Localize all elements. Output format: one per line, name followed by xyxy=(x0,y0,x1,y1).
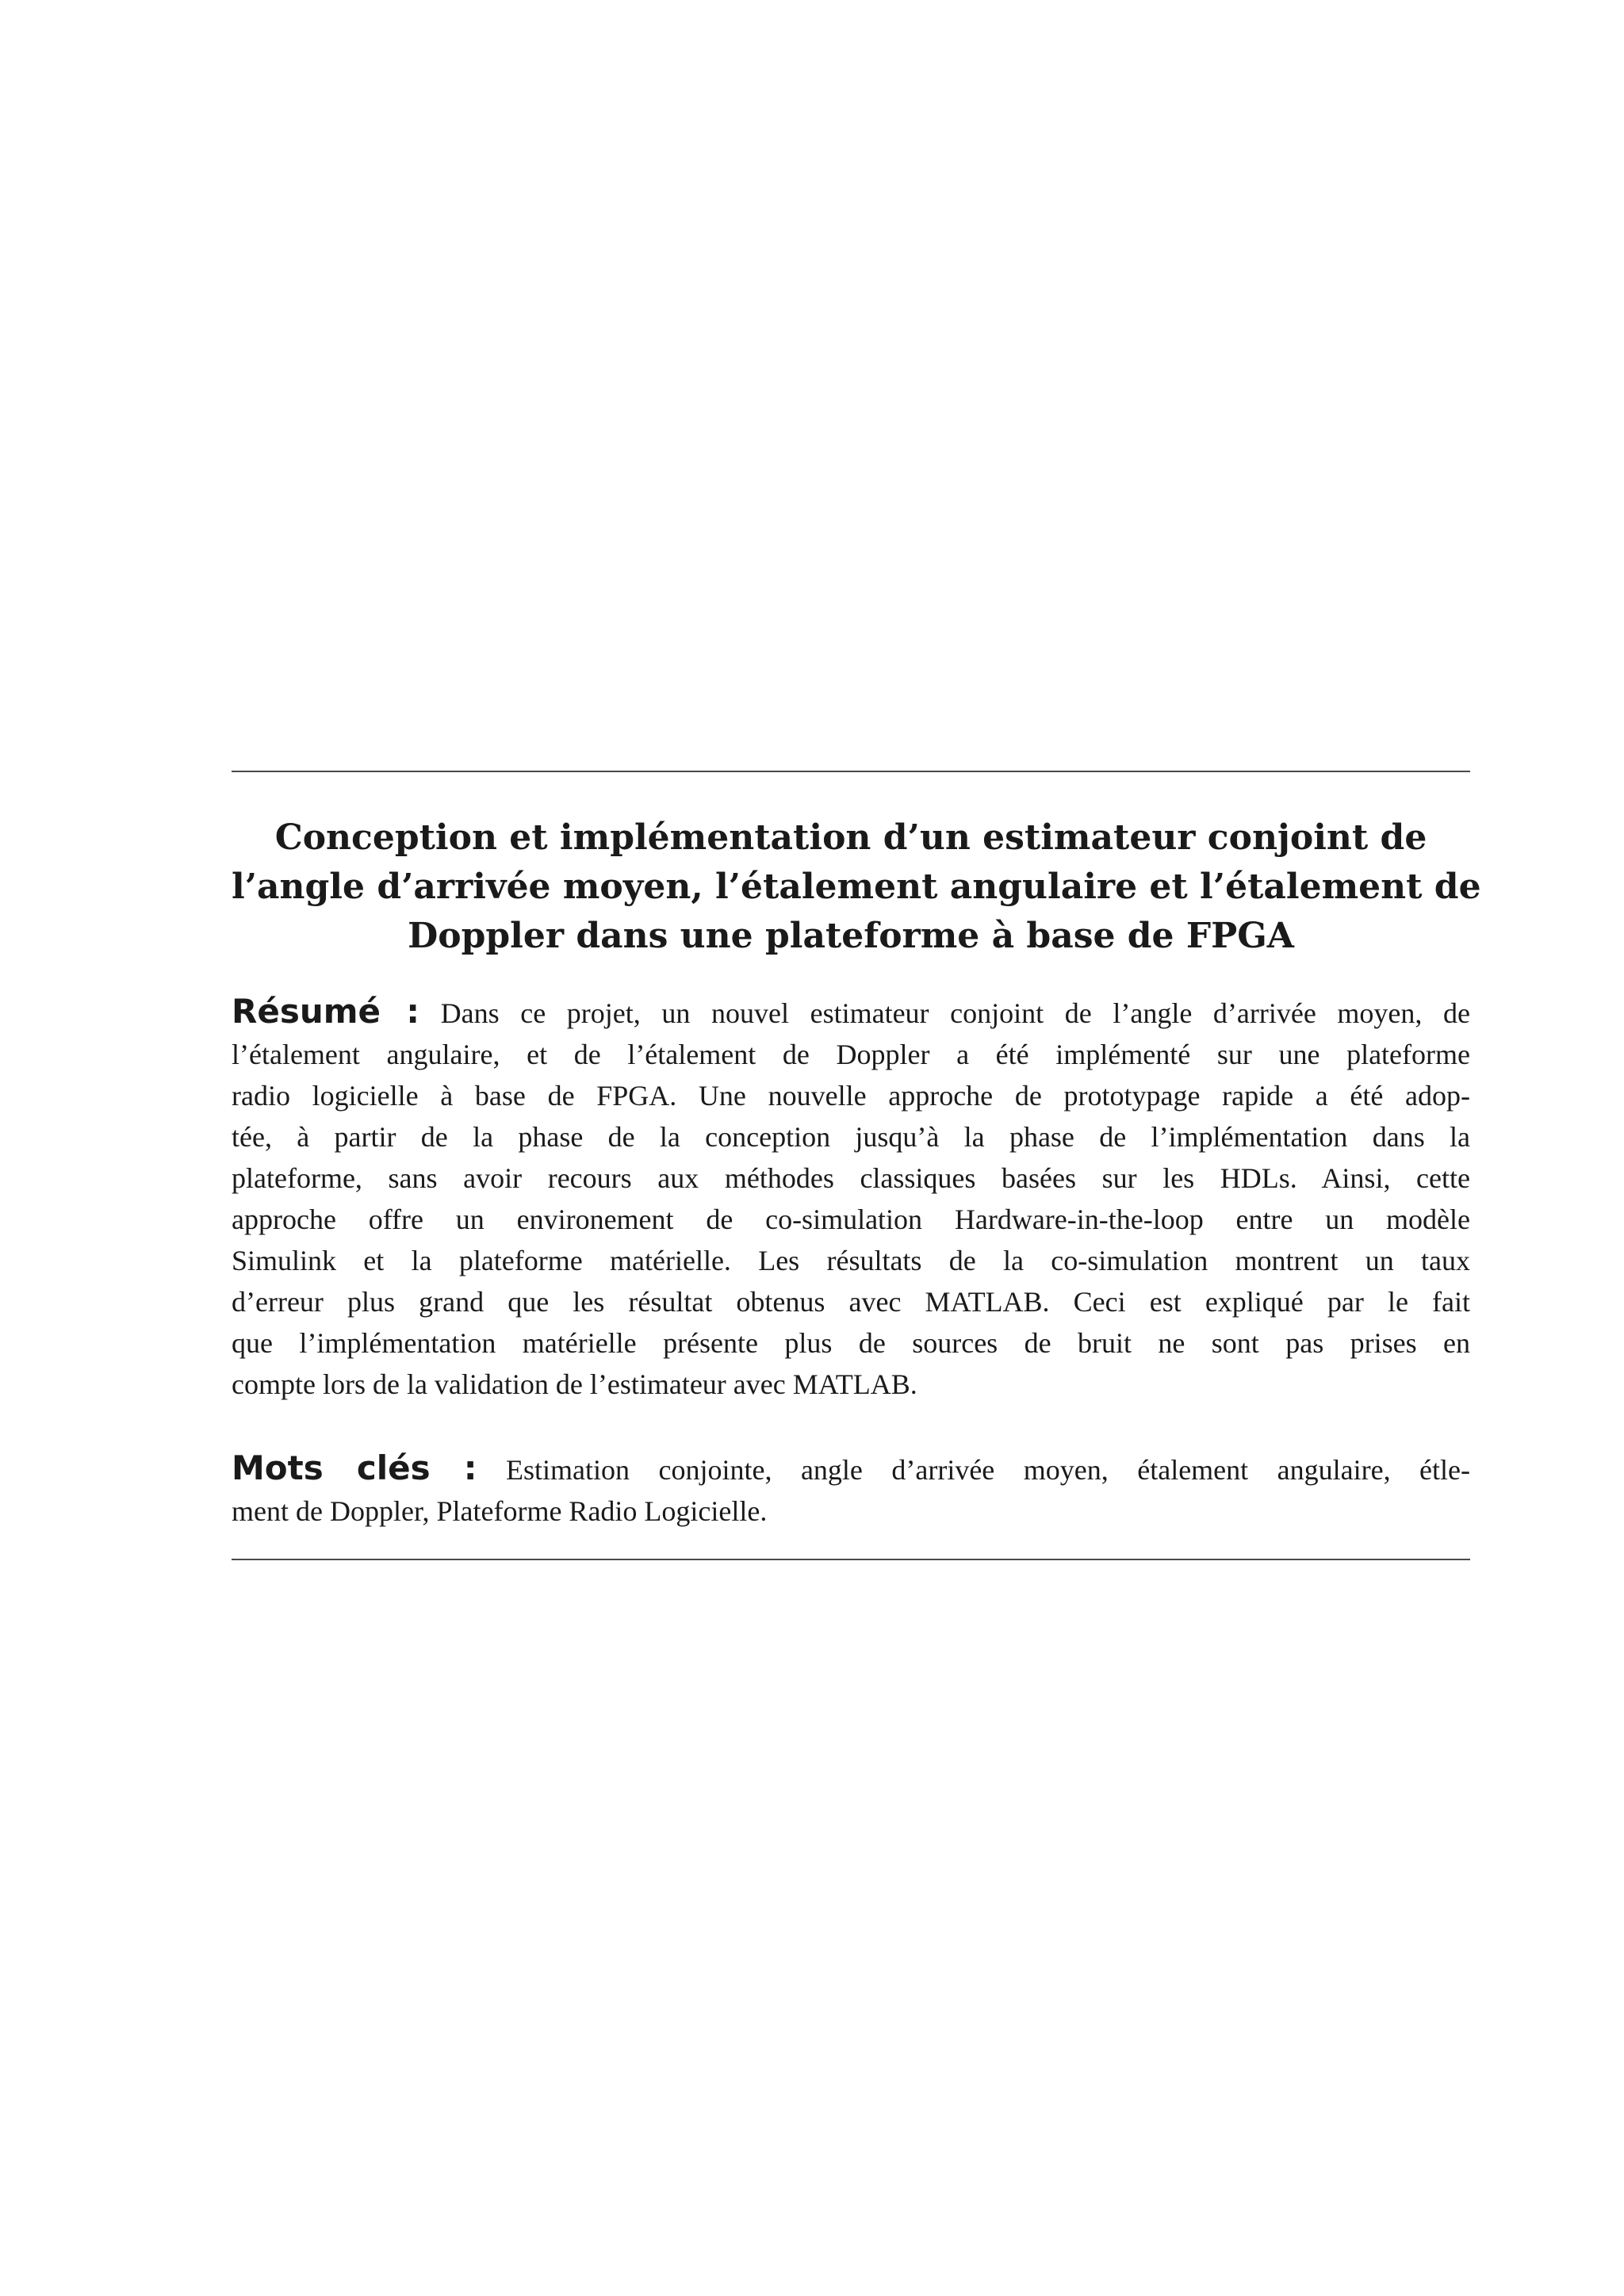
title-line: Conception et implémentation d’un estimateur conjoint de xyxy=(274,817,1427,858)
keywords-line: ment de Doppler, Plateforme Radio Logicielle. xyxy=(232,1495,768,1527)
abstract-line: radio logicielle à base de FPGA. Une nouvelle approche de prototypage rapide a été adop- xyxy=(232,1080,1470,1112)
keywords-section xyxy=(232,1448,1470,1532)
abstract-line: tée, à partir de la phase de la conception jusqu’à la phase de l’implémentation dans la xyxy=(232,1121,1470,1153)
top-divider xyxy=(232,771,1470,772)
keywords-line xyxy=(232,1448,1470,1490)
abstract-line: compte lors de la validation de l’estimateur avec MATLAB. xyxy=(232,1368,917,1400)
abstract-line: plateforme, sans avoir recours aux méthodes classiques basées sur les HDLs. Ainsi, cette xyxy=(232,1162,1470,1194)
abstract-label: Résumé : xyxy=(232,992,420,1031)
keywords-text: Estimation conjointe, angle d’arrivée moyen, étalement angulaire, étle- xyxy=(506,1454,1471,1486)
abstract-line xyxy=(232,991,1470,1034)
abstract-line: l’étalement angulaire, et de l’étalement de Doppler a été implémenté sur une plateforme xyxy=(232,1039,1470,1070)
keywords-label: Mots clés : xyxy=(232,1448,477,1487)
abstract-line: approche offre un environement de co-simulation Hardware-in-the-loop entre un modèle xyxy=(232,1203,1470,1235)
document-title xyxy=(232,813,1481,961)
title-line: l’angle d’arrivée moyen, l’étalement angulaire et l’étalement de xyxy=(232,867,1481,907)
abstract-line: que l’implémentation matérielle présente plus de sources de bruit ne sont pas prises en xyxy=(232,1327,1470,1359)
abstract-text: Dans ce projet, un nouvel estimateur conjoint de l’angle d’arrivée moyen, de xyxy=(440,997,1471,1029)
abstract-line: Simulink et la plateforme matérielle. Les résultats de la co-simulation montrent un taux xyxy=(232,1245,1470,1276)
abstract-section xyxy=(232,991,1470,1405)
abstract-line: d’erreur plus grand que les résultat obtenus avec MATLAB. Ceci est expliqué par le fait xyxy=(232,1286,1470,1318)
title-line: Doppler dans une plateforme à base de FPGA xyxy=(408,916,1294,956)
bottom-divider xyxy=(232,1559,1470,1560)
